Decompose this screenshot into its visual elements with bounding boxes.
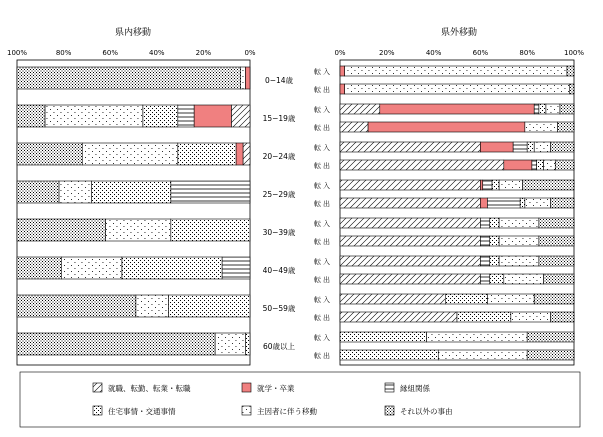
right-bar-adoption <box>534 104 539 114</box>
right-bar-housing <box>527 142 534 152</box>
legend-swatch-study <box>242 383 251 392</box>
left-bar-other <box>17 105 45 127</box>
right-bar-adoption <box>480 236 489 246</box>
right-bar-other <box>539 256 574 266</box>
right-bar-adoption <box>480 218 489 228</box>
left-bar-accompany <box>136 295 169 317</box>
legend-label-other: それ以外の事由 <box>400 407 453 416</box>
right-bar-housing <box>445 294 487 304</box>
left-bar-accompany <box>59 181 92 203</box>
right-bar-accompany <box>499 218 539 228</box>
right-bar-other <box>544 274 574 284</box>
legend-label-accompany: 主因者に伴う移動 <box>257 407 317 416</box>
left-bar-housing <box>171 219 250 241</box>
left-bar-other <box>17 257 61 279</box>
right-bar-work <box>340 236 480 246</box>
right-tick-label: 20% <box>379 49 395 57</box>
category-labels <box>263 75 296 351</box>
right-bar-adoption <box>513 142 527 152</box>
left-bar-accompany <box>106 219 171 241</box>
left-bar-work <box>243 143 250 165</box>
left-bar-accompany <box>241 67 246 89</box>
right-tick-label: 60% <box>472 49 489 57</box>
right-bar-accompany <box>511 312 551 322</box>
right-tick-label: 40% <box>425 49 442 57</box>
right-tick-label: 100% <box>563 49 585 57</box>
right-bar-adoption <box>480 256 489 266</box>
left-bar-study <box>245 67 250 89</box>
category-label: 60歳以上 <box>262 342 296 351</box>
right-bar-accompany <box>525 122 558 132</box>
left-bars <box>17 67 250 355</box>
left-bar-adoption <box>222 257 250 279</box>
right-bar-study <box>480 198 487 208</box>
right-bar-work <box>340 294 445 304</box>
right-bar-housing <box>492 180 499 190</box>
right-bar-work <box>340 274 480 284</box>
right-bar-accompany <box>427 332 528 342</box>
right-bar-housing <box>340 332 427 342</box>
right-panel-title: 県外移動 <box>440 28 478 38</box>
right-bar-housing <box>457 312 511 322</box>
right-bar-housing <box>490 218 499 228</box>
right-bar-study <box>480 142 513 152</box>
left-bar-other <box>17 67 241 89</box>
right-bar-other <box>539 218 574 228</box>
right-bar-other <box>558 122 574 132</box>
right-bar-accompany <box>345 84 570 94</box>
left-bar-housing <box>92 181 171 203</box>
right-bar-housing <box>539 104 546 114</box>
left-bar-other <box>17 181 59 203</box>
left-tick-label: 20% <box>195 49 212 57</box>
category-label: 25−29歳 <box>262 190 296 199</box>
row-label: 転入 <box>314 220 332 228</box>
row-label: 転出 <box>314 124 332 132</box>
row-label: 転出 <box>314 238 332 246</box>
right-bar-other <box>551 198 574 208</box>
right-bar-other <box>560 104 574 114</box>
left-bar-accompany <box>82 143 178 165</box>
right-bar-other <box>555 160 574 170</box>
row-label: 転入 <box>314 182 332 190</box>
category-label: 0−14歳 <box>264 76 294 85</box>
right-bar-other <box>534 294 574 304</box>
right-bar-accompany <box>504 274 544 284</box>
right-bar-work <box>340 198 480 208</box>
row-label: 転入 <box>314 334 332 342</box>
category-label: 20−24歳 <box>262 152 296 161</box>
right-bar-study <box>380 104 534 114</box>
row-label: 転出 <box>314 352 332 360</box>
category-label: 50−59歳 <box>262 304 296 313</box>
row-labels <box>314 67 332 360</box>
left-bar-housing <box>143 105 178 127</box>
row-label: 転出 <box>314 86 332 94</box>
left-tick-label: 100% <box>6 49 28 57</box>
row-label: 転入 <box>314 296 332 304</box>
right-bar-adoption <box>487 198 520 208</box>
right-bar-work <box>340 180 480 190</box>
category-label: 15−19歳 <box>262 114 296 123</box>
right-axis-ticks <box>334 49 584 57</box>
right-bar-other <box>523 180 574 190</box>
right-bar-study <box>340 84 345 94</box>
right-bar-work <box>340 256 480 266</box>
row-label: 転出 <box>314 276 332 284</box>
legend-swatch-housing <box>93 406 102 415</box>
right-bar-accompany <box>499 236 539 246</box>
right-bar-adoption <box>483 180 492 190</box>
category-label: 30−39歳 <box>262 228 296 237</box>
left-bar-accompany <box>45 105 143 127</box>
left-tick-label: 40% <box>149 49 165 57</box>
left-bar-housing <box>122 257 222 279</box>
left-bar-other <box>17 143 82 165</box>
legend-frame <box>20 372 580 427</box>
right-bar-accompany <box>534 142 550 152</box>
right-bar-housing <box>490 256 499 266</box>
right-bar-work <box>340 142 480 152</box>
right-tick-label: 0% <box>334 49 346 57</box>
right-bar-accompany <box>499 180 522 190</box>
right-bar-accompany <box>546 104 560 114</box>
legend-swatch-work <box>93 383 102 392</box>
right-bar-housing <box>340 350 438 360</box>
right-bar-other <box>567 66 574 76</box>
row-label: 転入 <box>314 106 332 114</box>
right-bar-accompany <box>487 294 534 304</box>
right-bar-housing <box>537 160 544 170</box>
left-bar-adoption <box>171 181 250 203</box>
right-bar-work <box>340 312 457 322</box>
row-label: 転出 <box>314 200 332 208</box>
right-bar-adoption <box>480 274 489 284</box>
right-bar-other <box>527 332 574 342</box>
right-bar-other <box>551 142 574 152</box>
right-bar-accompany <box>544 160 556 170</box>
right-tick-label: 80% <box>519 49 535 57</box>
legend-label-study: 就学・卒業 <box>257 384 295 393</box>
left-bar-accompany <box>61 257 122 279</box>
row-label: 転入 <box>314 68 332 76</box>
left-bar-accompany <box>215 333 245 355</box>
right-bar-other <box>539 236 574 246</box>
right-bar-work <box>340 160 504 170</box>
left-bar-housing <box>245 333 250 355</box>
row-label: 転出 <box>314 162 332 170</box>
left-bar-study <box>236 143 243 165</box>
left-tick-label: 80% <box>55 49 72 57</box>
left-bar-work <box>231 105 250 127</box>
right-bar-accompany <box>525 198 551 208</box>
legend-swatch-accompany <box>242 406 251 415</box>
right-bar-study <box>368 122 525 132</box>
left-tick-label: 0% <box>244 49 256 57</box>
right-bar-study <box>504 160 532 170</box>
legend-label-housing: 住宅事情・交通事情 <box>108 407 176 416</box>
right-bar-accompany <box>345 66 567 76</box>
right-bar-housing <box>490 274 504 284</box>
right-bar-work <box>340 218 480 228</box>
right-bar-other <box>551 312 574 322</box>
left-bar-adoption <box>178 105 194 127</box>
right-bar-study <box>340 66 345 76</box>
right-bar-housing <box>490 236 499 246</box>
right-bar-accompany <box>438 350 527 360</box>
right-bar-accompany <box>499 256 539 266</box>
left-tick-label: 60% <box>102 49 118 57</box>
right-bars <box>340 66 574 360</box>
row-label: 転入 <box>314 258 332 266</box>
left-bar-other <box>17 219 106 241</box>
legend-label-adoption: 縁組関係 <box>400 384 430 393</box>
right-bar-housing <box>520 198 525 208</box>
left-axis-ticks <box>7 49 256 57</box>
legend-swatch-other <box>385 406 394 415</box>
left-bar-other <box>17 333 215 355</box>
left-bar-housing <box>168 295 250 317</box>
right-bar-other <box>569 84 574 94</box>
left-panel-title: 県内移動 <box>114 28 152 38</box>
row-label: 転出 <box>314 314 332 322</box>
right-bar-adoption <box>532 160 537 170</box>
left-bar-other <box>17 295 136 317</box>
legend <box>93 383 453 416</box>
right-bar-other <box>527 350 574 360</box>
right-bar-study <box>480 180 482 190</box>
category-label: 40−49歳 <box>262 266 296 275</box>
legend-label-work: 就職、転勤、転業・転職 <box>108 384 191 393</box>
left-bar-study <box>194 105 231 127</box>
legend-swatch-adoption <box>385 383 394 392</box>
row-label: 転入 <box>314 144 332 152</box>
right-bar-work <box>340 104 380 114</box>
left-bar-housing <box>178 143 236 165</box>
right-bar-work <box>340 122 368 132</box>
